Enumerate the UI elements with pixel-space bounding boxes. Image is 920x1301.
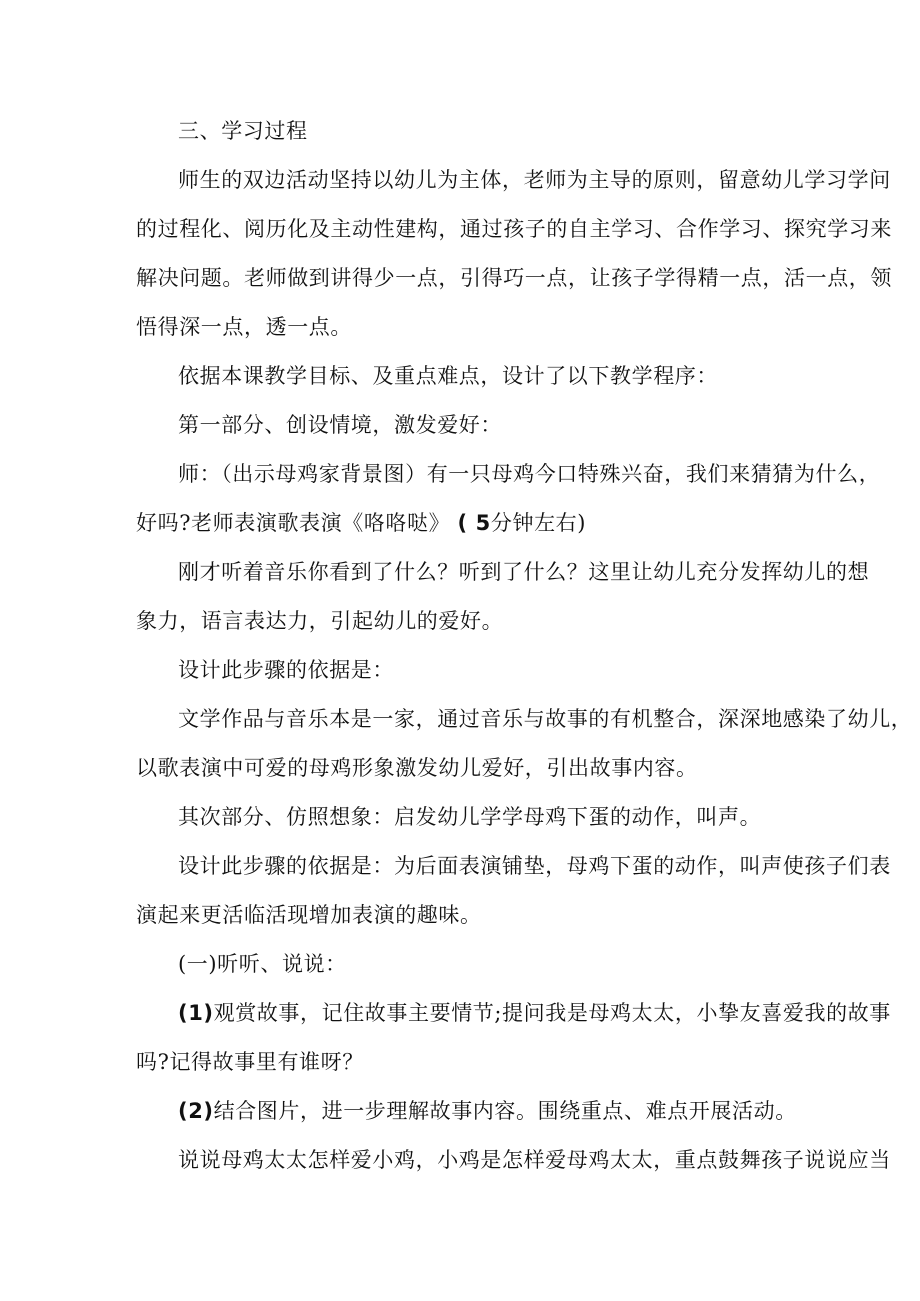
- paragraph-line: [178, 998, 891, 1028]
- paragraph-line: 设计此步骤的依据是：为后面表演铺垫，母鸡下蛋的动作，叫声使孩子们表: [178, 854, 891, 878]
- section-heading: 三、学习过程: [178, 119, 308, 143]
- paragraph-line: 解决问题。老师做到讲得少一点，引得巧一点，让孩子学得精一点，活一点，领: [136, 266, 892, 290]
- subsection-heading: (一)听听、说说：: [178, 952, 347, 976]
- duration-bold: ( 5: [457, 511, 491, 535]
- paragraph-line: 刚才听着音乐你看到了什么？听到了什么？这里让幼儿充分发挥幼儿的想: [178, 560, 870, 584]
- paragraph-line: 设计此步骤的依据是：: [178, 658, 394, 682]
- paragraph-line: 演起来更活临活现增加表演的趣味。: [136, 903, 482, 927]
- paragraph-line: [178, 1096, 797, 1126]
- paragraph-line: 的过程化、阅历化及主动性建构，通过孩子的自主学习、合作学习、探究学习来: [136, 217, 892, 241]
- paragraph-line: 师生的双边活动坚持以幼儿为主体，老师为主导的原则，留意幼儿学习学问: [178, 168, 891, 192]
- paragraph-line: 依据本课教学目标、及重点难点，设计了以下教学程序：: [178, 364, 718, 388]
- item-number: (1): [178, 1001, 214, 1025]
- paragraph-line: 以歌表演中可爱的母鸡形象激发幼儿爱好，引出故事内容。: [136, 756, 698, 780]
- paragraph-text: 结合图片，进一步理解故事内容。围绕重点、难点开展活动。: [213, 1099, 797, 1123]
- item-number: (2): [178, 1099, 214, 1123]
- part-heading: 第一部分、创设情境，激发爱好：: [178, 413, 502, 437]
- paragraph-line: 吗?记得故事里有谁呀？: [136, 1050, 364, 1074]
- paragraph-line: [136, 508, 586, 538]
- duration-text: 分钟左右): [490, 511, 587, 535]
- paragraph-text: 观赏故事，记住故事主要情节;提问我是母鸡太太，小挚友喜爱我的故事: [213, 1001, 891, 1025]
- paragraph-line: 文学作品与音乐本是一家，通过音乐与故事的有机整合，深深地感染了幼儿，: [178, 707, 913, 731]
- paragraph-line: 师：（出示母鸡家背景图）有一只母鸡今口特殊兴奋，我们来猜猜为什么，: [178, 462, 881, 486]
- part-heading: 其次部分、仿照想象：启发幼儿学学母鸡下蛋的动作，叫声。: [178, 805, 762, 829]
- paragraph-line: 象力，语言表达力，引起幼儿的爱好。: [136, 609, 504, 633]
- paragraph-line: 说说母鸡太太怎样爱小鸡，小鸡是怎样爱母鸡太太，重点鼓舞孩子说说应当: [178, 1148, 891, 1172]
- paragraph-line: 悟得深一点，透一点。: [136, 315, 352, 339]
- paragraph-text: 好吗?老师表演歌表演《咯咯哒》: [136, 511, 451, 535]
